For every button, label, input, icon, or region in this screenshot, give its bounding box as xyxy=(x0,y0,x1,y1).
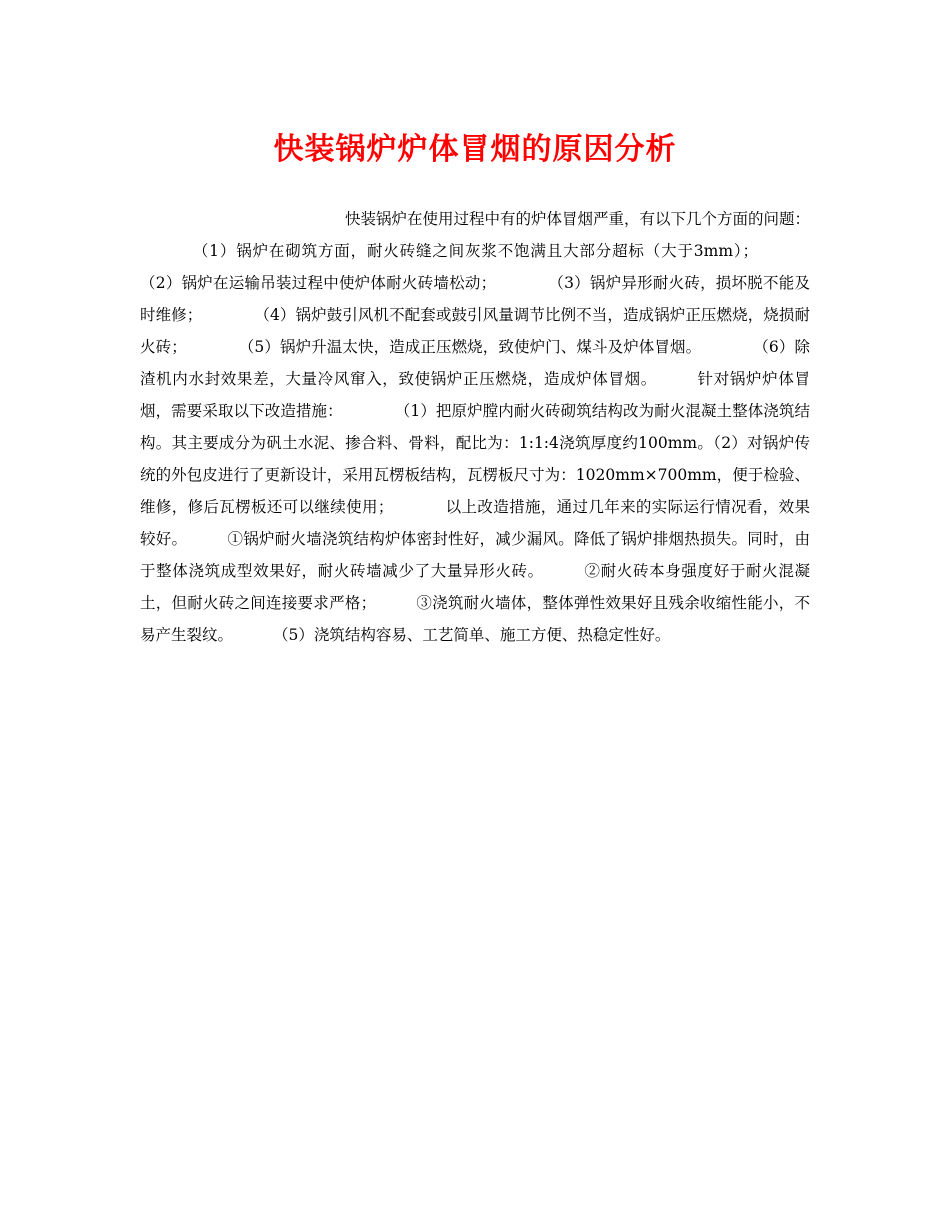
cause-item-6: （6）除渣机内水封效果差，大量冷风窜入，致使锅炉正压燃烧，造成炉体冒烟。 xyxy=(140,338,810,388)
document-body xyxy=(140,203,810,651)
cause-item-2: （2）锅炉在运输吊装过程中使炉体耐火砖墙松动； xyxy=(140,274,497,292)
measure-item-1: （1）把原炉膛内耐火砖砌筑结构改为耐火混凝土整体浇筑结构。其主要成分为矾土水泥、掺合料、骨料，配比为：1:1:4浇筑厚度约100mm。 xyxy=(140,402,810,452)
results-intro: 以上改造措施，通过几年来的实际运行情况看，效果较好。 xyxy=(140,498,810,548)
cause-item-3: （3）锅炉异形耐火砖，损坏脱不能及时维修； xyxy=(140,274,810,324)
result-item-1: ①锅炉耐火墙浇筑结构炉体密封性好，减少漏风。降低了锅炉排烟热损失。同时，由于整体浇筑成型效果好，耐火砖墙减少了大量异形火砖。 xyxy=(140,530,810,580)
result-item-2: ②耐火砖本身强度好于耐火混凝土，但耐火砖之间连接要求严格； xyxy=(140,562,810,612)
cause-item-4: （4）锅炉鼓引风机不配套或鼓引风量调节比例不当，造成锅炉正压燃烧，烧损耐火砖； xyxy=(140,306,810,356)
measure-item-2: （2）对锅炉传统的外包皮进行了更新设计，采用瓦楞板结构，瓦楞板尺寸为：1020mm×700mm，便于检验、维修，修后瓦楞板还可以继续使用； xyxy=(140,434,810,516)
result-item-3: ③浇筑耐火墙体，整体弹性效果好且残余收缩性能小，不易产生裂纹。 xyxy=(140,594,810,644)
cause-item-5: （5）锅炉升温太快，造成正压燃烧，致使炉门、煤斗及炉体冒烟。 xyxy=(238,338,702,356)
document-title: 快装锅炉炉体冒烟的原因分析 xyxy=(273,132,677,167)
cause-item-1: （1）锅炉在砌筑方面，耐火砖缝之间灰浆不饱满且大部分超标（大于3mm）； xyxy=(192,242,758,260)
measures-intro: 针对锅炉炉体冒烟，需要采取以下改造措施： xyxy=(140,370,810,420)
intro-paragraph: 快装锅炉在使用过程中有的炉体冒烟严重，有以下几个方面的问题： xyxy=(345,210,811,228)
result-item-5: （5）浇筑结构容易、工艺简单、施工方便、热稳定性好。 xyxy=(273,626,671,644)
